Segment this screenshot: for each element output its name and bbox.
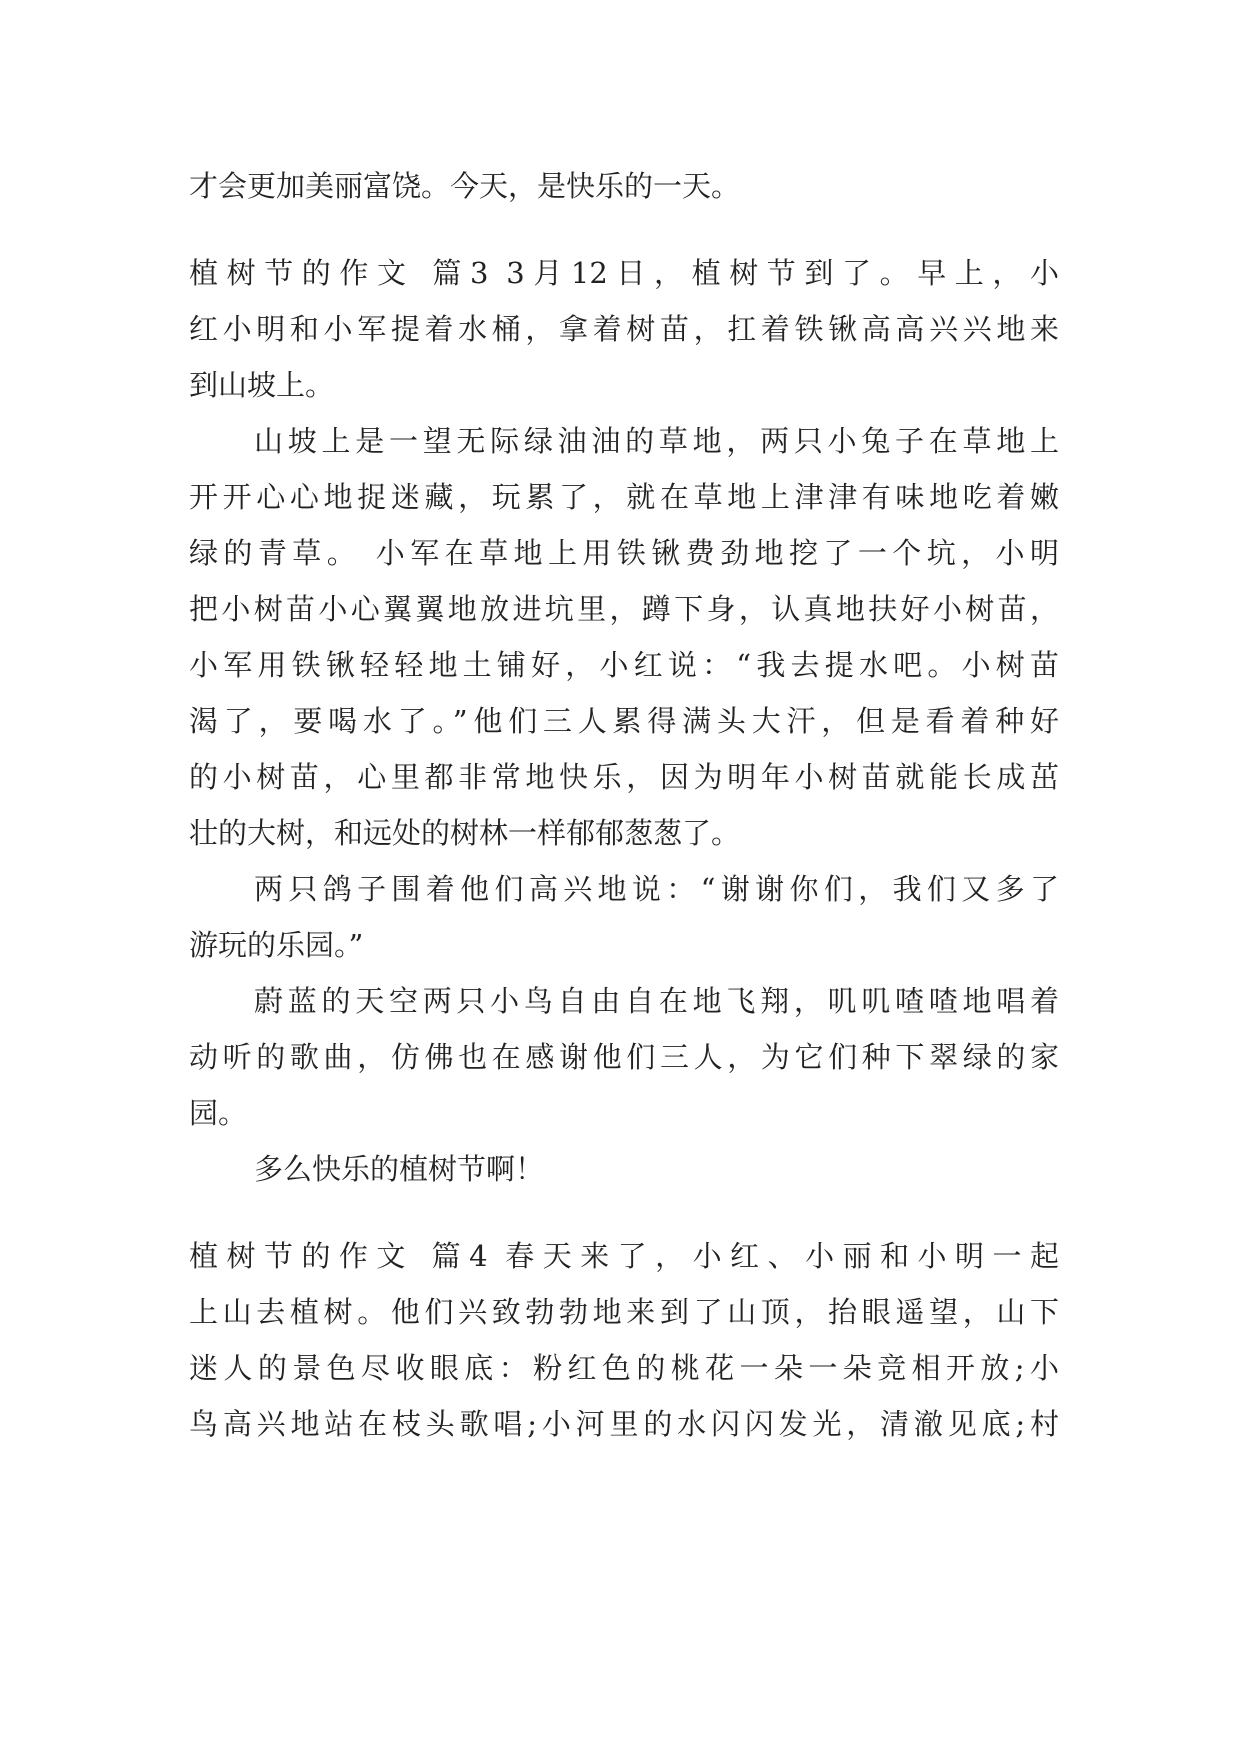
text-line: 开开心心地捉迷藏，玩累了，就在草地上津津有味地吃着嫩 (189, 480, 1059, 514)
paragraph-first-line: 两只鸽子围着他们高兴地说：“谢谢你们，我们又多了 (254, 872, 1059, 906)
text-line: 鸟高兴地站在枝头歌唱;小河里的水闪闪发光，清澈见底;村 (189, 1407, 1059, 1441)
section-heading-line: 植树节的作文 篇4 春天来了，小红、小丽和小明一起 (189, 1239, 1059, 1273)
text-line: 到山坡上。 (189, 368, 335, 402)
paragraph-first-line: 山坡上是一望无际绿油油的草地，两只小兔子在草地上 (254, 424, 1059, 458)
text-line: 游玩的乐园。” (189, 928, 364, 962)
text-line: 迷人的景色尽收眼底：粉红色的桃花一朵一朵竞相开放;小 (189, 1351, 1059, 1385)
text-line: 壮的大树，和远处的树林一样郁郁葱葱了。 (189, 816, 741, 850)
text-line: 把小树苗小心翼翼地放进坑里，蹲下身，认真地扶好小树苗， (189, 592, 1059, 626)
text-line: 绿的青草。 小军在草地上用铁锹费劲地挖了一个坑，小明 (189, 536, 1059, 570)
text-line: 上山去植树。他们兴致勃勃地来到了山顶，抬眼遥望，山下 (189, 1295, 1059, 1329)
text-line: 渴了，要喝水了。”他们三人累得满头大汗，但是看着种好 (189, 704, 1059, 738)
text-line: 小军用铁锹轻轻地土铺好，小红说：“我去提水吧。小树苗 (189, 648, 1059, 682)
text-line: 动听的歌曲，仿佛也在感谢他们三人，为它们种下翠绿的家 (189, 1040, 1059, 1074)
paragraph-first-line: 蔚蓝的天空两只小鸟自由自在地飞翔，叽叽喳喳地唱着 (254, 984, 1059, 1018)
text-line: 才会更加美丽富饶。今天，是快乐的一天。 (189, 169, 741, 203)
paragraph-first-line: 多么快乐的植树节啊！ (254, 1152, 545, 1186)
section-heading-line: 植树节的作文 篇3 3月12日，植树节到了。早上，小 (189, 256, 1059, 290)
text-line: 园。 (189, 1096, 248, 1130)
text-line: 的小树苗，心里都非常地快乐，因为明年小树苗就能长成茁 (189, 760, 1059, 794)
text-line: 红小明和小军提着水桶，拿着树苗，扛着铁锹高高兴兴地来 (189, 312, 1059, 346)
